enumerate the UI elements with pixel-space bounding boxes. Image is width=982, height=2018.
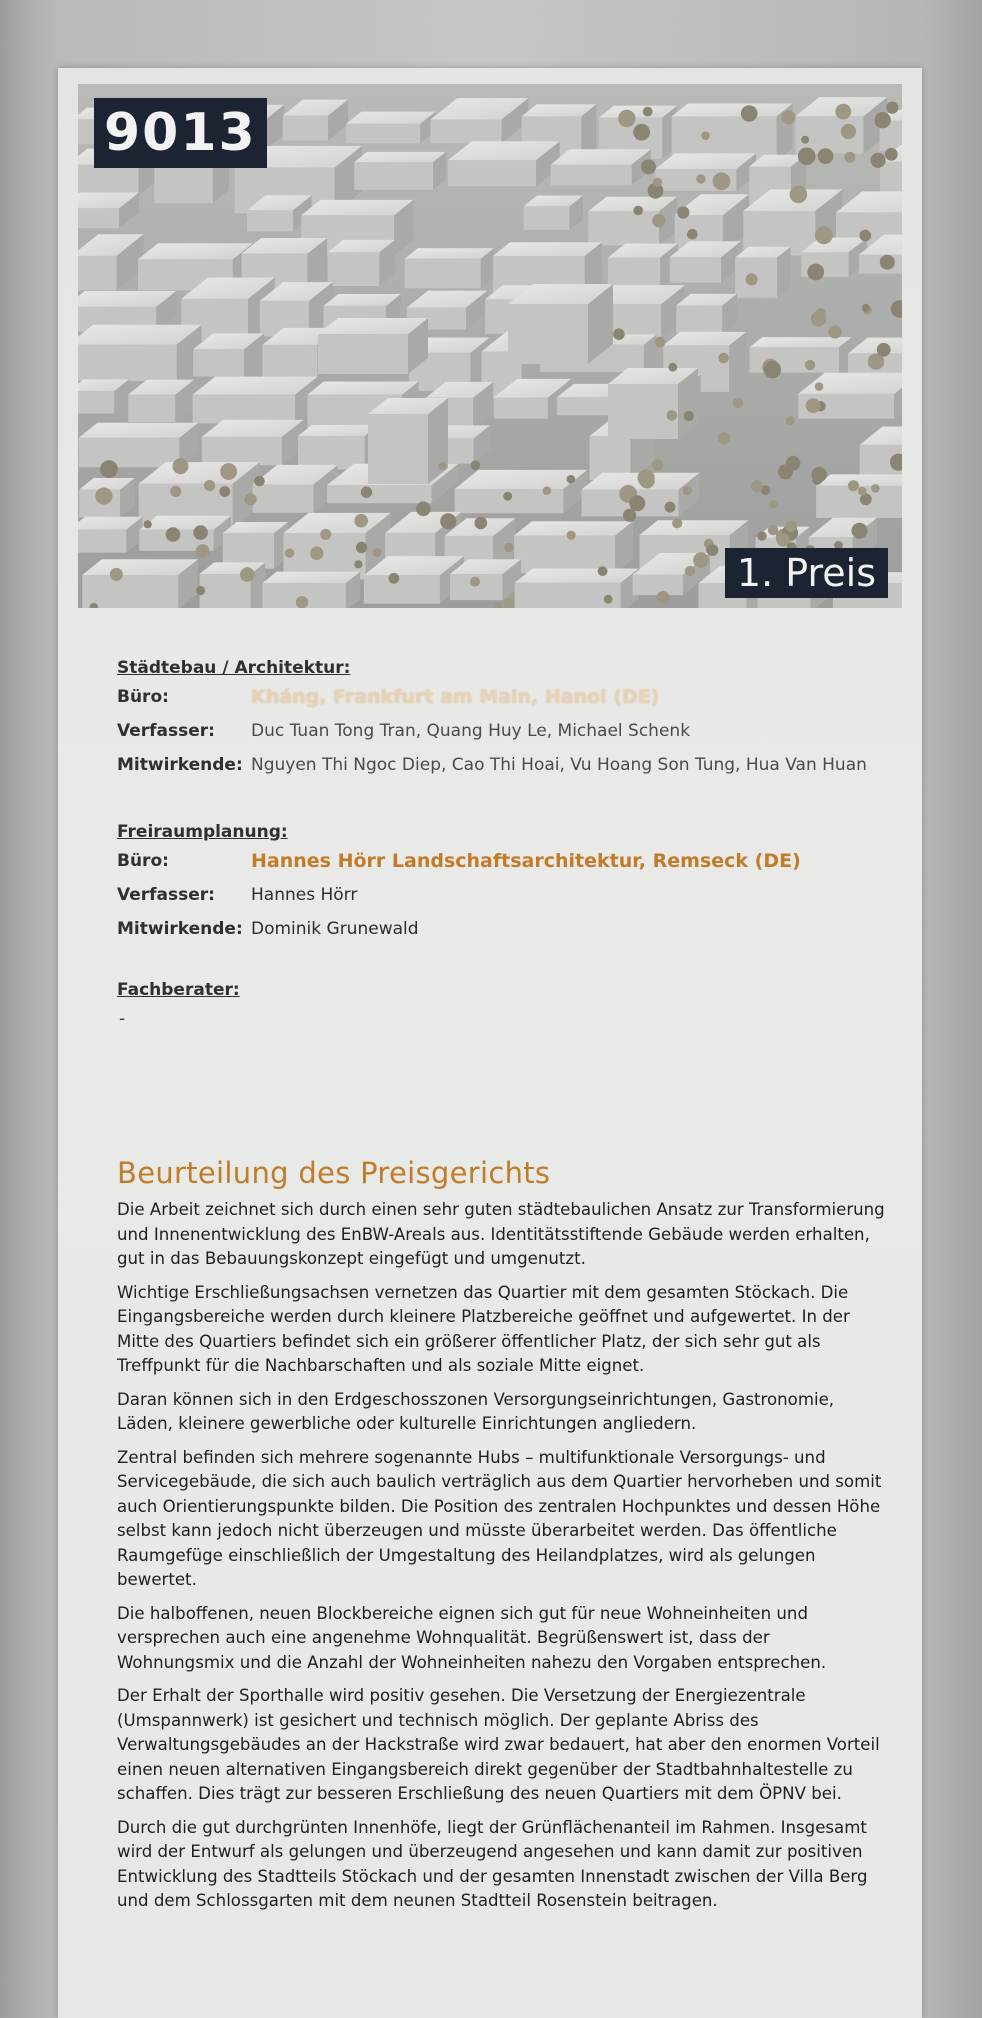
model-tree <box>354 514 368 528</box>
model-tree <box>733 398 744 409</box>
model-tree <box>613 328 625 340</box>
model-tree <box>790 186 808 204</box>
model-tree <box>877 343 891 357</box>
model-tree <box>672 518 682 528</box>
model-tree <box>623 509 636 522</box>
staedtebau-verfasser-label: Verfasser: <box>117 721 215 741</box>
model-tree <box>713 172 731 190</box>
model-tree <box>718 353 729 364</box>
model-tree <box>95 488 112 505</box>
model-tree <box>503 492 512 501</box>
model-tree <box>440 513 456 529</box>
model-tree <box>786 456 801 471</box>
model-tree <box>618 110 635 127</box>
staedtebau-verfasser-value: Duc Tuan Tong Tran, Quang Huy Le, Michael Schenk <box>251 721 691 741</box>
model-tree <box>354 560 362 568</box>
credits-section <box>117 654 897 1034</box>
model-building <box>368 398 448 484</box>
review-paragraph: Der Erhalt der Sporthalle wird positiv gesehen. Die Versetzung der Energiezentrale (Umspannwerk) ist gesichert und technisch möglich. Der geplante Abriss des Verwaltungsgebäudes an der Hackstraße wird zwar bedauert, hat aber den enormen Vorteil einen neuen alternativen Eingangsbereich direkt gegenüber der Stadtbahnhaltestelle zu schaffen. Dies trägt zur besseren Erschließung des neuen Quartiers mit dem ÖPNV bei. <box>117 1686 880 1803</box>
model-tree <box>219 486 230 497</box>
model-building <box>816 474 902 517</box>
model-tree <box>604 595 613 604</box>
model-building <box>78 325 202 381</box>
model-building <box>524 195 583 229</box>
model-tree <box>829 325 842 338</box>
model-tree <box>196 586 205 595</box>
freiraum-verfasser-value: Hannes Hörr <box>251 885 358 905</box>
model-tree <box>701 131 710 140</box>
model-tree <box>862 304 870 312</box>
model-building <box>455 470 588 513</box>
model-tree <box>653 178 662 187</box>
freiraum-heading: Freiraumplanung: <box>117 822 288 842</box>
model-tree <box>871 153 886 168</box>
model-tree <box>166 527 181 542</box>
model-building <box>346 112 435 144</box>
model-building <box>608 244 678 289</box>
model-tree <box>751 480 763 492</box>
model-tree <box>852 523 868 539</box>
model-building <box>328 240 395 286</box>
model-tree <box>684 411 694 421</box>
model-tree <box>677 206 689 218</box>
model-tree <box>859 230 871 242</box>
model-tree <box>683 486 692 495</box>
model-tree <box>416 502 431 517</box>
model-tree <box>475 517 488 530</box>
model-building <box>448 141 560 186</box>
prize-badge: 1. Preis <box>725 548 888 598</box>
staedtebau-buero-label: Büro: <box>117 687 169 707</box>
model-tree <box>652 214 665 227</box>
model-tree <box>196 544 210 558</box>
project-number-badge: 9013 <box>94 98 267 168</box>
model-tree <box>220 463 237 480</box>
model-tree <box>668 363 677 372</box>
review-paragraph: Wichtige Erschließungsachsen vernetzen das Quartier mit dem gesamten Stöckach. Die Eingangsbereiche werden durch kleinere Platzbereiche geöffnet und aufgewertet. In der Mitte des Quartiers befindet sich ein größerer öffentlicher Platz, der sich sehr gut als Treffpunkt für die Nachbarschaften und als soziale Mitte eignet. <box>117 1282 850 1375</box>
model-tree <box>841 124 856 139</box>
model-building <box>193 377 318 424</box>
model-tree <box>373 548 382 557</box>
model-tree <box>848 480 859 491</box>
model-tree <box>643 107 653 117</box>
model-tree <box>204 480 215 491</box>
model-tree <box>567 475 576 484</box>
staedtebau-mitwirkende-row <box>117 750 897 784</box>
model-tree <box>741 105 758 122</box>
freiraum-mitwirkende-value: Dominik Grunewald <box>251 919 419 939</box>
model-tree <box>470 577 480 587</box>
model-tree <box>782 110 796 124</box>
staedtebau-verfasser-row <box>117 716 897 750</box>
model-building <box>354 152 446 190</box>
model-tree <box>173 458 189 474</box>
model-tree <box>471 461 481 471</box>
freiraum-verfasser-row <box>117 880 897 914</box>
model-tree <box>567 531 576 540</box>
model-building <box>735 247 790 298</box>
model-tree <box>633 124 650 141</box>
model-building <box>139 516 231 551</box>
model-tree <box>707 544 719 556</box>
model-tree <box>844 152 855 163</box>
model-tree <box>805 360 815 370</box>
staedtebau-heading: Städtebau / Architektur: <box>117 658 351 678</box>
freiraum-mitwirkende-label: Mitwirkende: <box>117 919 243 939</box>
model-photo <box>78 84 902 608</box>
fachberater-heading: Fachberater: <box>117 980 240 1000</box>
model-tree <box>110 568 123 581</box>
review-paragraph: Durch die gut durchgrünten Innenhöfe, liegt der Grünflächenanteil im Rahmen. Insgesamt wird der Entwurf als gelungen und überzeugend angesehen und kann damit zur positiven Entwicklung des Stadtteils Stöckach und der gesamten Innenstadt zwischen der Villa Berg und dem Schlossgarten mit dem neunen Stadtteil Rosenstein beitragen. <box>117 1817 868 1910</box>
model-tree <box>639 473 654 488</box>
staedtebau-buero-value: Kháng, Frankfurt am Main, Hanoi (DE) <box>251 686 660 708</box>
model-building <box>672 103 793 160</box>
model-tree <box>633 206 643 216</box>
model-tree <box>657 591 670 604</box>
freiraum-buero-label: Büro: <box>117 851 169 871</box>
model-building <box>508 284 613 364</box>
model-tree <box>815 308 826 319</box>
model-building <box>655 153 756 190</box>
model-tree <box>871 484 880 493</box>
model-building <box>515 568 639 608</box>
exhibition-panel <box>58 68 922 2018</box>
model-tree <box>815 382 824 391</box>
model-tree <box>652 459 663 470</box>
model-building <box>318 318 428 374</box>
model-tree <box>757 531 766 540</box>
model-tree <box>629 495 645 511</box>
model-tree <box>764 361 781 378</box>
jury-review-title: Beurteilung des Preisgerichts <box>117 1156 551 1190</box>
model-tree <box>785 520 797 532</box>
model-building <box>262 572 360 608</box>
model-tree <box>240 567 255 582</box>
model-tree <box>835 104 851 120</box>
model-tree <box>100 460 118 478</box>
model-tree <box>310 547 323 560</box>
model-tree <box>641 159 656 174</box>
model-building <box>82 559 198 608</box>
model-building <box>608 368 698 439</box>
model-tree <box>769 500 777 508</box>
model-tree <box>144 520 152 528</box>
freiraum-buero-value: Hannes Hörr Landschaftsarchitektur, Remseck (DE) <box>251 850 801 872</box>
model-tree <box>746 273 758 285</box>
model-tree <box>696 174 705 183</box>
review-paragraph: Zentral befinden sich mehrere sogenannte Hubs – multifunktionale Versorgungs- und Servicegebäude, die sich auch baulich verträglich aus dem Quartier hervorheben und somit auch Orientierungspunkte bilden. Die Position des zentralen Hochpunktes und dessen Höhe selbst kann jedoch nicht überzeugen und müsste überarbeitet werden. Das öffentliche Raumgefüge einschließlich der Umgestaltung des Heilandplatzes, wird als gelungen bewertet. <box>117 1447 882 1589</box>
model-building <box>676 294 737 335</box>
model-tree <box>245 493 257 505</box>
freiraum-buero-row <box>117 846 897 880</box>
freiraum-verfasser-label: Verfasser: <box>117 885 215 905</box>
model-tree <box>193 525 208 540</box>
staedtebau-mitwirkende-label: Mitwirkende: <box>117 755 243 775</box>
model-tree <box>812 475 822 485</box>
freiraum-mitwirkende-row <box>117 914 897 948</box>
model-building <box>298 425 378 470</box>
model-tree <box>886 102 898 114</box>
model-tree <box>815 226 833 244</box>
model-tree <box>858 487 867 496</box>
model-tree <box>786 416 795 425</box>
model-tree <box>798 147 816 165</box>
model-tree <box>818 148 834 164</box>
model-tree <box>598 566 608 576</box>
model-tree <box>685 566 695 576</box>
model-building <box>223 522 288 569</box>
model-tree <box>320 529 331 540</box>
model-tree <box>807 264 824 281</box>
model-tree <box>693 552 709 568</box>
model-tree <box>655 337 666 348</box>
model-tree <box>667 410 678 421</box>
model-tree <box>296 596 308 608</box>
model-tree <box>880 255 895 270</box>
model-tree <box>768 525 778 535</box>
model-tree <box>254 476 265 487</box>
jury-review-section <box>117 1156 885 1923</box>
model-building <box>551 149 651 185</box>
model-tree <box>801 136 809 144</box>
review-paragraph: Daran können sich in den Erdgeschosszonen Versorgungseinrichtungen, Gastronomie, Läden, kleinere gewerbliche oder kulturelle Einrichtungen angliedern. <box>117 1389 835 1433</box>
review-paragraph: Die halboffenen, neuen Blockbereiche eignen sich gut für neue Wohneinheiten und versprechen auch eine angenehme Wohnqualität. Begrüßenswert ist, dass der Wohnungsmix und die Anzahl der Wohneinheiten nahezu den Vorgaben entsprechen. <box>117 1603 827 1672</box>
review-paragraph: Die Arbeit zeichnet sich durch einen sehr guten städtebaulichen Ansatz zur Transformierung und Innenentwicklung des EnBW-Areals aus. Identitätsstiftende Gebäude werden erhalten, gut in das Bebauungskonzept eingefügt und umgenutzt. <box>117 1200 885 1268</box>
model-tree <box>170 486 181 497</box>
model-building <box>405 248 494 288</box>
model-tree <box>389 573 400 584</box>
model-tree <box>438 462 446 470</box>
model-tree <box>285 549 294 558</box>
model-building <box>202 420 303 465</box>
model-building <box>514 521 633 573</box>
model-tree <box>718 432 730 444</box>
model-tree <box>361 487 372 498</box>
model-tree <box>356 542 367 553</box>
model-tree <box>504 543 513 552</box>
model-tree <box>687 229 698 240</box>
staedtebau-buero-row <box>117 682 897 716</box>
staedtebau-mitwirkende-value: Nguyen Thi Ngoc Diep, Cao Thi Hoai, Vu Hoang Son Tung, Hua Van Huan <box>251 755 867 775</box>
model-tree <box>543 486 552 495</box>
model-tree <box>806 398 821 413</box>
model-building <box>200 562 266 608</box>
fachberater-value: - <box>119 1009 126 1029</box>
model-tree <box>885 148 898 161</box>
model-building <box>78 517 142 553</box>
model-tree <box>665 502 676 513</box>
model-tree <box>874 112 890 128</box>
